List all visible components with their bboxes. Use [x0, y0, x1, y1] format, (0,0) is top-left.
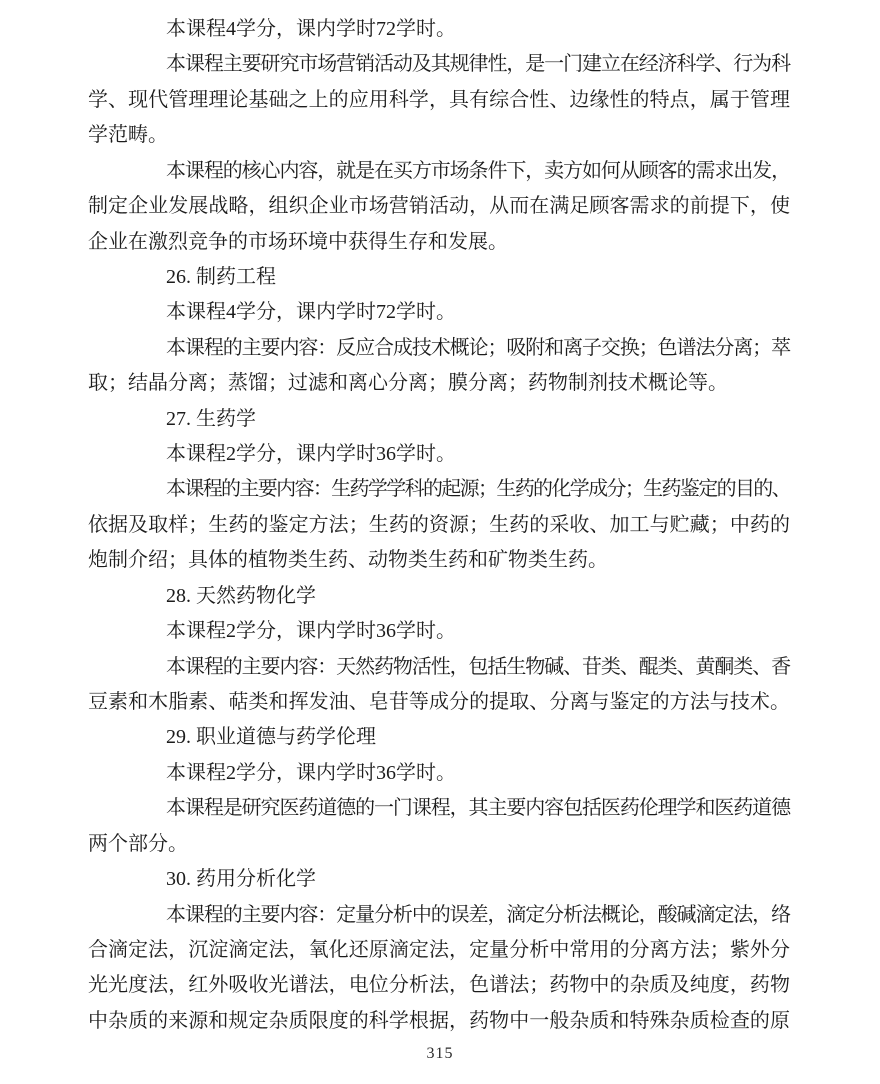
text-line	[88, 1004, 790, 1039]
line-text: 学范畴。	[88, 124, 168, 147]
line-text: 豆素和木脂素、萜类和挥发油、皂苷等成分的提取、分离与鉴定的方法与技术。	[88, 691, 790, 714]
text-line	[88, 614, 790, 649]
line-text: 本课程的主要内容：反应合成技术概论；吸附和离子交换；色谱法分离；萃	[166, 336, 790, 359]
page-number: 315	[426, 1045, 454, 1062]
course-heading	[88, 579, 790, 614]
course-heading	[88, 260, 790, 295]
line-text: 本课程的核心内容，就是在买方市场条件下，卖方如何从顾客的需求出发，	[166, 159, 790, 182]
text-line	[88, 933, 790, 968]
text-line	[88, 968, 790, 1003]
line-text: 合滴定法，沉淀滴定法，氧化还原滴定法，定量分析中常用的分离方法；紫外分	[88, 938, 790, 961]
text-line	[88, 756, 790, 791]
line-text: 29. 职业道德与药学伦理	[166, 726, 376, 749]
line-text: 28. 天然药物化学	[166, 584, 316, 607]
line-text: 本课程是研究医药道德的一门课程，其主要内容包括医药伦理学和医药道德	[166, 797, 790, 820]
line-text: 学、现代管理理论基础之上的应用科学，具有综合性、边缘性的特点，属于管理	[88, 88, 790, 111]
text-line	[88, 295, 790, 330]
text-line	[88, 12, 790, 47]
line-text: 本课程4学分，课内学时72学时。	[166, 18, 456, 40]
line-text: 30. 药用分析化学	[166, 868, 316, 891]
text-line	[88, 827, 790, 862]
text-line	[88, 472, 790, 507]
text-line	[88, 118, 790, 153]
text-line	[88, 685, 790, 720]
line-text: 本课程的主要内容：天然药物活性，包括生物碱、苷类、醌类、黄酮类、香	[166, 655, 790, 678]
text-line	[88, 83, 790, 118]
line-text: 中杂质的来源和规定杂质限度的科学根据，药物中一般杂质和特殊杂质检查的原	[88, 1009, 790, 1032]
line-text: 光光度法，红外吸收光谱法，电位分析法，色谱法；药物中的杂质及纯度，药物	[88, 974, 790, 997]
line-text: 26. 制药工程	[166, 265, 276, 288]
text-line	[88, 331, 790, 366]
line-text: 制定企业发展战略，组织企业市场营销活动，从而在满足顾客需求的前提下，使	[88, 195, 790, 218]
course-heading	[88, 720, 790, 755]
text-line	[88, 437, 790, 472]
line-text: 本课程4学分，课内学时72学时。	[166, 301, 456, 324]
text-line	[88, 154, 790, 189]
line-text: 依据及取样；生药的鉴定方法；生药的资源；生药的采收、加工与贮藏；中药的	[88, 513, 790, 536]
text-line	[88, 791, 790, 826]
text-line	[88, 508, 790, 543]
text-line	[88, 225, 790, 260]
page-footer	[0, 1042, 880, 1066]
line-text: 27. 生药学	[166, 407, 256, 430]
line-text: 取；结晶分离；蒸馏；过滤和离心分离；膜分离；药物制剂技术概论等。	[88, 372, 728, 395]
line-text: 企业在激烈竞争的市场环境中获得生存和发展。	[88, 230, 508, 253]
text-line	[88, 47, 790, 82]
course-catalog-text	[88, 12, 790, 1039]
line-text: 本课程的主要内容：定量分析中的误差，滴定分析法概论，酸碱滴定法，络	[166, 903, 790, 926]
line-text: 本课程主要研究市场营销活动及其规律性，是一门建立在经济科学、行为科	[166, 53, 790, 76]
line-text: 本课程2学分，课内学时36学时。	[166, 443, 456, 466]
text-line	[88, 543, 790, 578]
line-text: 炮制介绍；具体的植物类生药、动物类生药和矿物类生药。	[88, 549, 608, 572]
line-text: 本课程的主要内容：生药学学科的起源；生药的化学成分；生药鉴定的目的、	[166, 478, 790, 501]
text-line	[88, 650, 790, 685]
line-text: 本课程2学分，课内学时36学时。	[166, 761, 456, 784]
text-line	[88, 898, 790, 933]
course-heading	[88, 862, 790, 897]
course-heading	[88, 402, 790, 437]
text-line	[88, 189, 790, 224]
text-line	[88, 366, 790, 401]
line-text: 本课程2学分，课内学时36学时。	[166, 620, 456, 643]
line-text: 两个部分。	[88, 832, 188, 855]
